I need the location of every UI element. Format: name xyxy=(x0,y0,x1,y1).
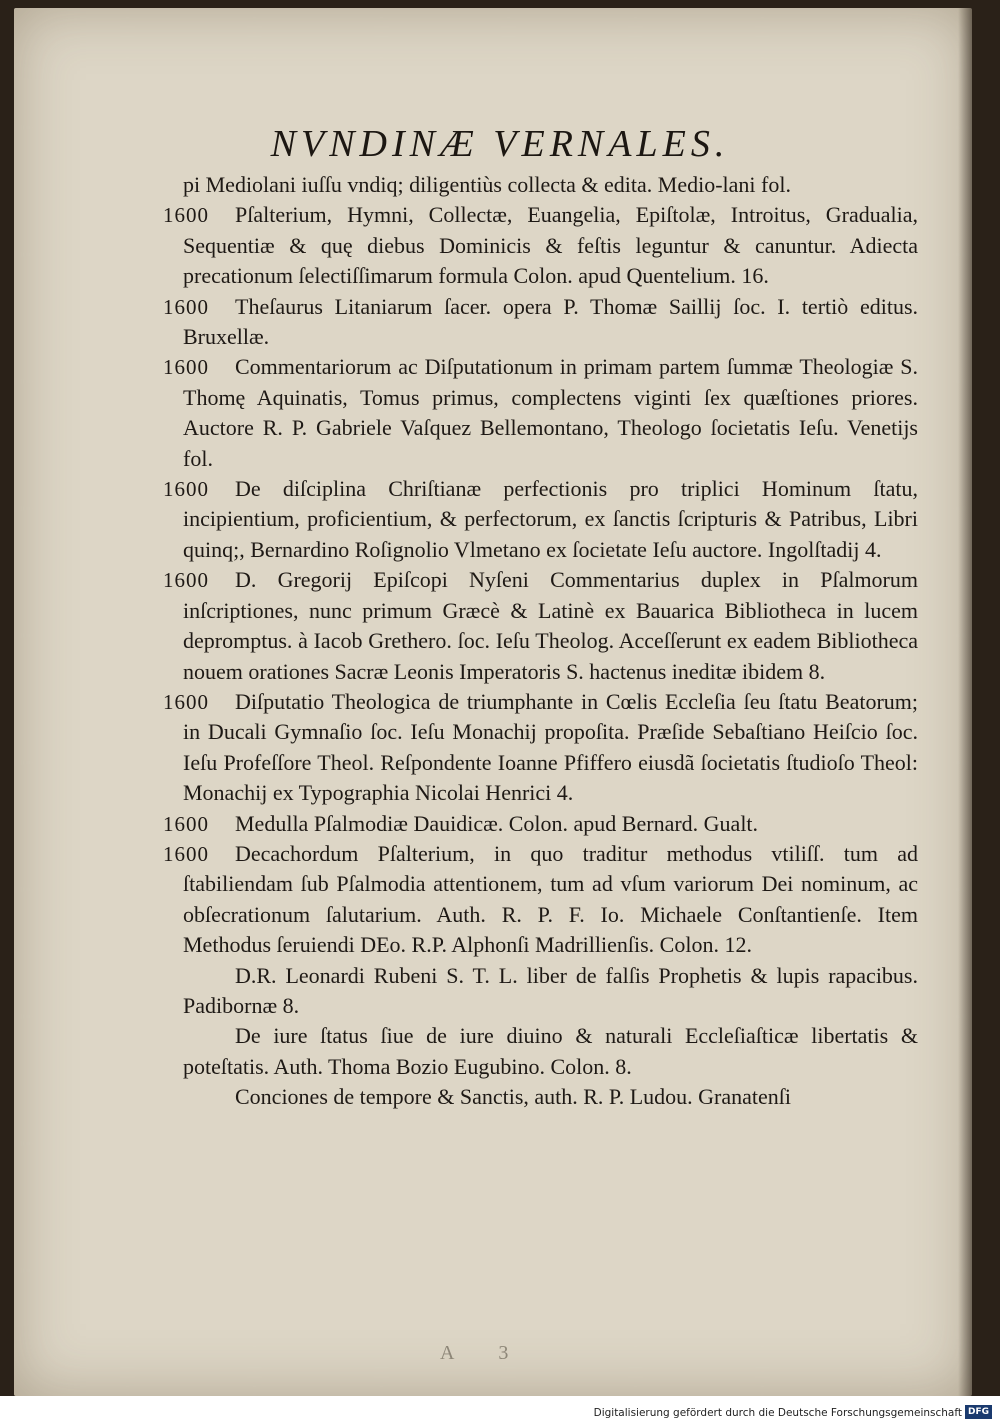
entry-text: De diſciplina Chriſtianæ perfectionis pro triplici Hominum ſtatu, incipientium, proficientium, & perfectorum, ex ſanctis ſcripturis & Patribus, Libri quinq;, Bernardino Roſignolio Vlmetano ex ſocietate Ieſu auctore. Ingolſtadij 4. xyxy=(183,476,918,562)
list-item xyxy=(163,200,918,291)
entry-year: 1600 xyxy=(163,689,209,714)
entry-text: D.R. Leonardi Rubeni S. T. L. liber de falſis Prophetis & lupis rapacibus. Padibornæ 8. xyxy=(183,962,918,1018)
list-item xyxy=(163,565,918,687)
entry-year: 1600 xyxy=(163,355,209,380)
list-item xyxy=(163,687,918,809)
list-item xyxy=(183,1082,918,1112)
entry-year: 1600 xyxy=(163,294,209,319)
entry-year: 1600 xyxy=(163,203,209,228)
list-item xyxy=(183,170,918,200)
entry-text: D. Gregorij Epiſcopi Nyſeni Commentarius duplex in Pſalmorum inſcriptiones, nunc primum Græcè & Latinè ex Bauarica Bibliotheca in lucem depromptus. à Iacob Grethero. ſoc. Ieſu Theolog. Acceſſerunt ex eadem Bibliotheca nouem orationes Sacræ Leonis Imperatoris S. hactenus ineditæ ibidem 8. xyxy=(183,567,918,684)
entry-year: 1600 xyxy=(163,841,209,866)
entry-text: Conciones de tempore & Sanctis, auth. R. P. Ludou. Granatenſi xyxy=(235,1084,792,1110)
running-header: NVNDINÆ VERNALES. xyxy=(270,123,730,165)
list-item xyxy=(163,809,918,839)
entry-text: Decachordum Pſalterium, in quo traditur methodus vtiliſſ. tum ad ſtabiliendam ſub Pſalmodia attentionem, tum ad vſum variorum Dei nominum, ac obſecrationum ſalutarium. Auth. R. P. F. Io. Michaele Conſtantienſe. Item Methodus ſeruiendi DEo. R.P. Alphonſi Madrillienſis. Colon. 12. xyxy=(183,840,918,958)
signature-mark: A 3 xyxy=(440,1342,529,1364)
catalogue-text xyxy=(163,170,918,1113)
funding-credit: Digitalisierung gefördert durch die Deutsche Forschungsgemeinschaft xyxy=(593,1407,962,1419)
list-item xyxy=(163,292,918,353)
entry-text: Diſputatio Theologica de triumphante in Cœlis Eccleſia ſeu ſtatu Beatorum; in Ducali Gymnaſio ſoc. Ieſu Monachij propoſita. Præſide Sebaſtiano Heiſcio ſoc. Ieſu Profeſſore Theol. Reſpondente Ioanne Pfiffero eiusdã ſocietatis ſtudioſo Theol: Monachij ex Typographia Nicolai Henrici 4. xyxy=(183,688,918,806)
dfg-logo: DFG xyxy=(965,1405,992,1419)
list-item xyxy=(163,474,918,565)
entry-text: Theſaurus Litaniarum ſacer. opera P. Thomæ Saillij ſoc. I. tertiò editus. Bruxellæ. xyxy=(183,293,918,350)
list-item xyxy=(163,352,918,474)
entry-year: 1600 xyxy=(163,811,209,836)
list-item xyxy=(183,1021,918,1082)
entry-text: Commentariorum ac Diſputationum in primam partem ſummæ Theologiæ S. Thomę Aquinatis, Tomus primus, complectens viginti ſex quæſtiones priores. Auctore R. P. Gabriele Vaſquez Bellemontano, Theologo ſocietatis Ieſu. Venetijs fol. xyxy=(183,354,918,471)
list-item xyxy=(163,839,918,961)
entry-year: 1600 xyxy=(163,568,209,593)
entry-text: De iure ſtatus ſiue de iure diuino & naturali Eccleſiaſticæ libertatis & poteſtatis. Auth. Thoma Bozio Eugubino. Colon. 8. xyxy=(183,1023,918,1079)
entry-text: Pſalterium, Hymni, Collectæ, Euangelia, Epiſtolæ, Introitus, Gradualia, Sequentiæ & quę diebus Dominicis & feſtis leguntur & canuntur. Adiecta precationum ſelectiſſimarum formula Colon. apud Quentelium. 16. xyxy=(183,202,918,289)
entry-year: 1600 xyxy=(163,477,209,502)
list-item xyxy=(183,961,918,1022)
entry-text: pi Mediolani iuſſu vndiq; diligentiùs collecta & edita. Medio-lani fol. xyxy=(183,172,791,197)
entry-text: Medulla Pſalmodiæ Dauidicæ. Colon. apud Bernard. Gualt. xyxy=(235,810,759,836)
